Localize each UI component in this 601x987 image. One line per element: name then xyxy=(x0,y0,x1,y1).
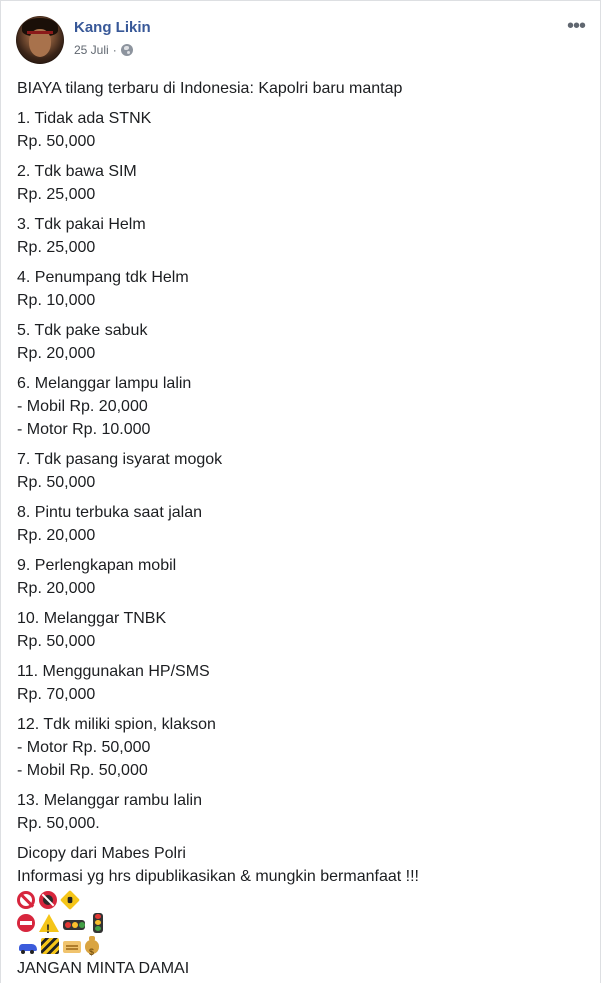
fine-title: 13. Melanggar rambu lalin xyxy=(17,792,202,809)
list-item xyxy=(17,501,588,547)
fine-title: 6. Melanggar lampu lalin xyxy=(17,375,192,392)
more-options-button[interactable]: ••• xyxy=(566,15,585,37)
ticket-icon xyxy=(63,941,81,953)
list-item xyxy=(17,607,588,653)
fine-title: 12. Tdk miliki spion, klakson xyxy=(17,716,216,733)
emoji-block xyxy=(17,888,588,957)
post-header xyxy=(16,16,588,66)
fine-amount: - Mobil Rp. 20,000 xyxy=(17,398,148,415)
list-item xyxy=(17,213,588,259)
final-line: JANGAN MINTA DAMAI xyxy=(17,960,190,977)
meta-separator: · xyxy=(112,43,117,57)
prohibited-icon xyxy=(17,891,35,909)
fine-amount: Rp. 25,000 xyxy=(17,239,96,256)
emoji-row xyxy=(17,911,588,934)
fine-amount: Rp. 20,000 xyxy=(17,345,96,362)
fine-title: 11. Menggunakan HP/SMS xyxy=(17,663,210,680)
list-item xyxy=(17,448,588,494)
horizontal-traffic-light-icon xyxy=(63,920,85,930)
police-car-icon xyxy=(17,942,37,954)
no-pedestrians-icon xyxy=(39,891,57,909)
fine-title: 3. Tdk pakai Helm xyxy=(17,216,146,233)
fine-amount: - Motor Rp. 10.000 xyxy=(17,421,151,438)
fine-amount: Rp. 10,000 xyxy=(17,292,96,309)
fine-title: 1. Tidak ada STNK xyxy=(17,110,152,127)
emoji-row xyxy=(17,888,588,911)
fine-amount: - Motor Rp. 50,000 xyxy=(17,739,151,756)
post-intro: BIAYA tilang terbaru di Indonesia: Kapolri baru mantap xyxy=(17,80,403,97)
avatar[interactable] xyxy=(16,16,64,64)
fine-amount: Rp. 50,000. xyxy=(17,815,100,832)
globe-icon[interactable] xyxy=(121,44,133,56)
post-meta xyxy=(74,43,133,57)
author-name[interactable]: Kang Likin xyxy=(74,19,151,36)
fine-amount: Rp. 25,000 xyxy=(17,186,96,203)
list-item xyxy=(17,160,588,206)
fine-amount: Rp. 50,000 xyxy=(17,133,96,150)
list-item xyxy=(17,319,588,365)
vertical-traffic-light-icon xyxy=(93,913,103,933)
fine-title: 8. Pintu terbuka saat jalan xyxy=(17,504,203,521)
emoji-row xyxy=(17,934,588,957)
fine-amount: Rp. 50,000 xyxy=(17,474,96,491)
fine-title: 7. Tdk pasang isyarat mogok xyxy=(17,451,223,468)
fine-title: 10. Melanggar TNBK xyxy=(17,610,167,627)
fine-title: 4. Penumpang tdk Helm xyxy=(17,269,189,286)
fine-title: 2. Tdk bawa SIM xyxy=(17,163,137,180)
children-crossing-icon xyxy=(60,890,80,910)
fine-amount: Rp. 70,000 xyxy=(17,686,96,703)
list-item xyxy=(17,554,588,600)
fine-amount: Rp. 50,000 xyxy=(17,633,96,650)
warning-icon xyxy=(39,914,59,932)
list-item xyxy=(17,789,588,835)
fine-list xyxy=(17,107,588,835)
list-item xyxy=(17,660,588,706)
closing-line: Dicopy dari Mabes Polri Informasi yg hrs dipublikasikan & mungkin bermanfaat !!! xyxy=(17,845,419,885)
money-bag-icon xyxy=(85,940,99,954)
list-item xyxy=(17,713,588,782)
fine-amount: Rp. 20,000 xyxy=(17,527,96,544)
list-item xyxy=(17,266,588,312)
list-item xyxy=(17,372,588,441)
fine-amount: - Mobil Rp. 50,000 xyxy=(17,762,148,779)
post-date[interactable]: 25 Juli xyxy=(74,43,109,57)
fine-title: 9. Perlengkapan mobil xyxy=(17,557,177,574)
list-item xyxy=(17,107,588,153)
fine-title: 5. Tdk pake sabuk xyxy=(17,322,148,339)
no-entry-icon xyxy=(17,914,35,932)
fine-amount: Rp. 20,000 xyxy=(17,580,96,597)
construction-icon xyxy=(41,938,59,954)
post-body xyxy=(17,77,588,987)
